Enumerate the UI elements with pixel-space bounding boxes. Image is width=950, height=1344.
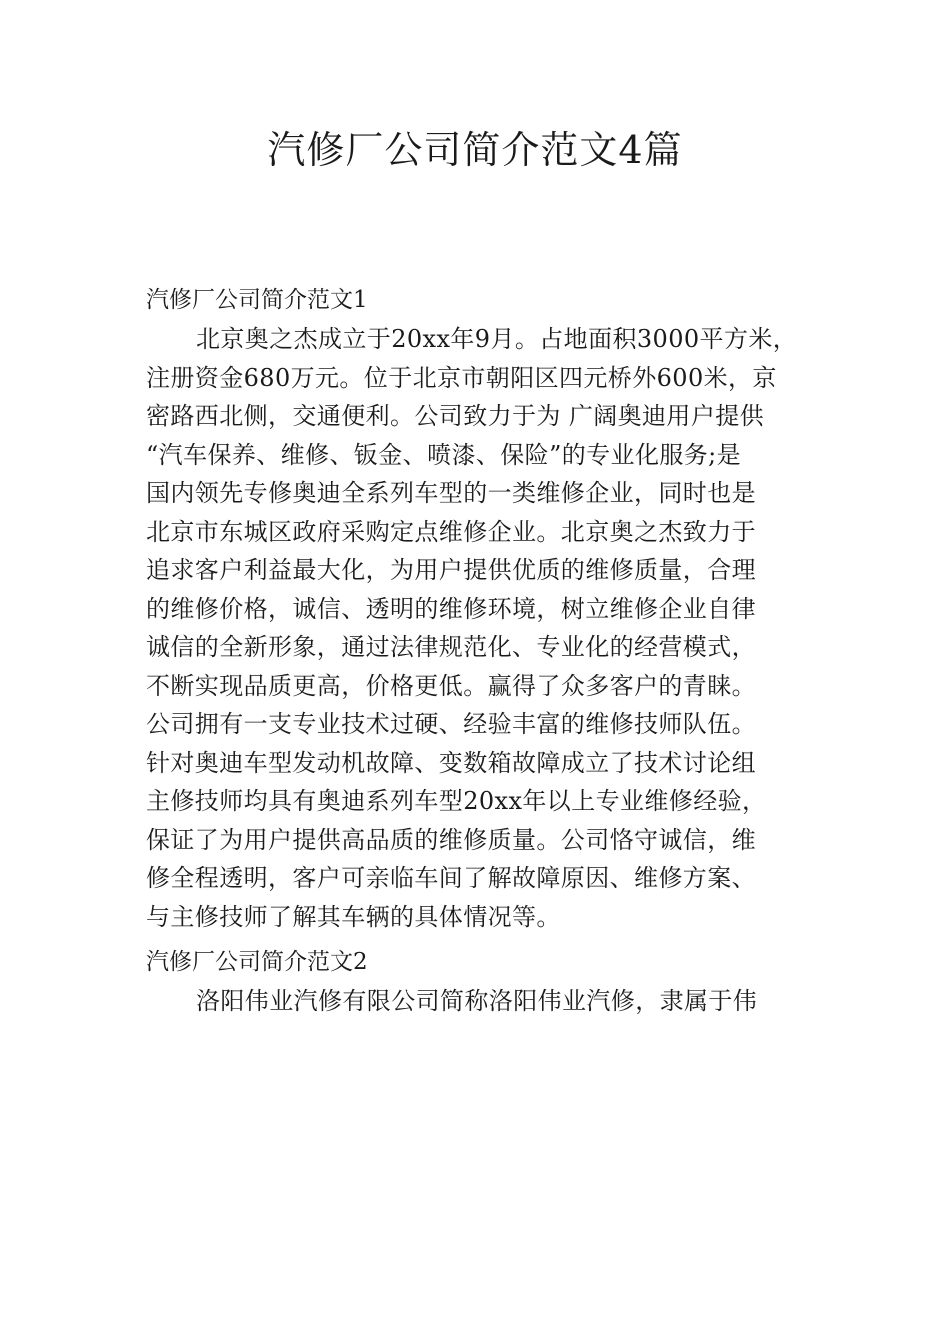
section-heading: 汽修厂公司简介范文1 — [146, 287, 368, 313]
section-1 — [146, 280, 811, 936]
paragraph-line: 洛阳伟业汽修有限公司简称洛阳伟业汽修，隶属于伟 — [196, 987, 758, 1015]
document-body — [146, 280, 811, 1027]
section-paragraph — [146, 320, 811, 936]
paragraph-line: 修全程透明，客户可亲临车间了解故障原因、维修方案、 — [146, 864, 756, 892]
section-2 — [146, 942, 811, 1021]
paragraph-line: 的维修价格，诚信、透明的维修环境，树立维修企业自律 — [146, 594, 756, 623]
paragraph-line: 北京市东城区政府采购定点维修企业。北京奥之杰致力于 — [146, 517, 756, 546]
paragraph-line: 国内领先专修奥迪全系列车型的一类维修企业，同时也是 — [146, 479, 756, 507]
paragraph-line: 与主修技师了解其车辆的具体情况等。 — [146, 902, 561, 931]
paragraph-line: “汽车保养、维修、钣金、喷漆、保险”的专业化服务;是 — [146, 440, 742, 469]
paragraph-line: 不断实现品质更高，价格更低。赢得了众多客户的青睐。 — [146, 671, 756, 700]
paragraph-line: 保证了为用户提供高品质的维修质量。公司恪守诚信，维 — [146, 825, 756, 854]
paragraph-line: 针对奥迪车型发动机故障、变数箱故障成立了技术讨论组 — [146, 748, 756, 777]
section-paragraph — [146, 982, 811, 1021]
paragraph-line: 诚信的全新形象，通过法律规范化、专业化的经营模式， — [146, 633, 756, 661]
paragraph-line: 密路西北侧，交通便利。公司致力于为 广阔奥迪用户提供 — [146, 402, 765, 430]
paragraph-line: 追求客户利益最大化，为用户提供优质的维修质量，合理 — [146, 556, 756, 584]
document-title: 汽修厂公司简介范文4篇 — [267, 128, 683, 172]
paragraph-line: 主修技师均具有奥迪系列车型20xx年以上专业维修经验， — [146, 787, 767, 815]
paragraph-line: 公司拥有一支专业技术过硬、经验丰富的维修技师队伍。 — [146, 710, 756, 738]
paragraph-line: 注册资金680万元。位于北京市朝阳区四元桥外600米，京 — [146, 363, 777, 392]
section-heading: 汽修厂公司简介范文2 — [146, 949, 368, 975]
paragraph-line: 北京奥之杰成立于20xx年9月。占地面积3000平方米， — [196, 325, 798, 353]
